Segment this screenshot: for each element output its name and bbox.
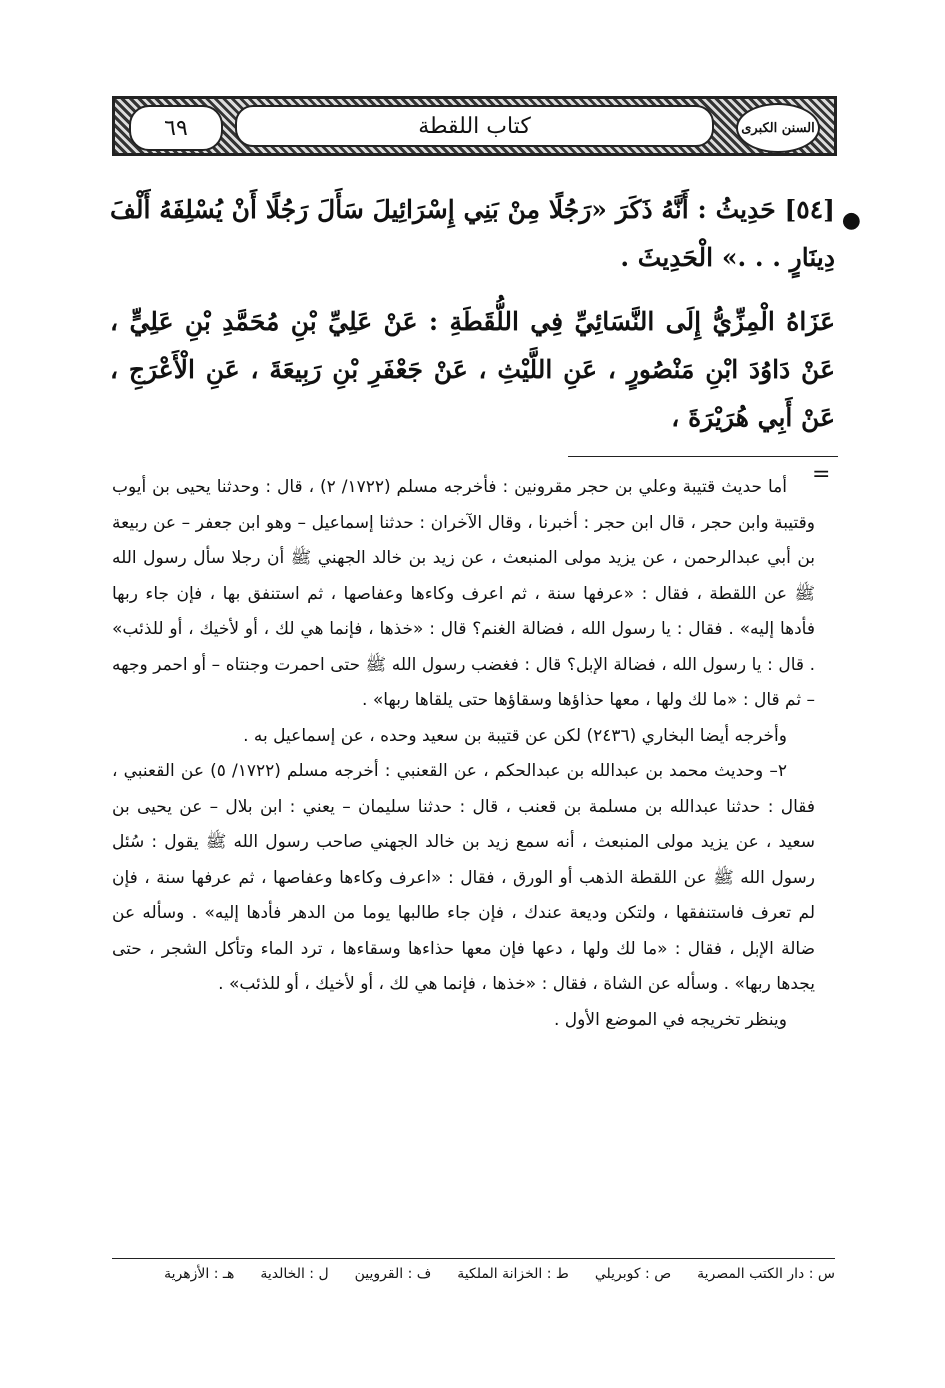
siglum: ل : الخالدية <box>260 1266 329 1282</box>
chapter-title: كتاب اللقطة <box>235 105 714 147</box>
footnotes <box>112 470 815 1038</box>
footnote-paragraph: أما حديث قتيبة وعلي بن حجر مقرونين : فأخرجه مسلم (١٧٢٢/ ٢) ، قال : وحدثنا يحيى بن أيوب وقتيبة وابن حجر ، قال ابن حجر : أخبرنا ، وقال الآخران : حدثنا إسماعيل – وهو ابن جعفر – عن ربيعة بن أبي عبدالرحمن ، عن يزيد مولى المنبعث ، عن زيد بن خالد الجهني ﷺ أن رجلا سأل رسول الله ﷺ عن اللقطة ، فقال : «عرفها سنة ، ثم اعرف وكاءها وعفاصها ، ثم استنفق بها ، فإن جاء ربها فأدها إليه» . فقال : يا رسول الله ، فضالة الغنم؟ قال : «خذها ، فإنما هي لك ، أو لأخيك ، أو للذئب» . قال : يا رسول الله ، فضالة الإبل؟ قال : فغضب رسول الله ﷺ حتى احمرت وجنتاه – أو احمر وجهه – ثم قال : «ما لك ولها ، معها حذاؤها وسقاؤها حتى يلقاها ربها» . <box>112 477 815 710</box>
page-header <box>112 96 837 156</box>
footer-divider <box>112 1258 835 1259</box>
siglum: ص : كوبريلي <box>594 1266 672 1282</box>
siglum: هـ : الأزهرية <box>164 1266 235 1282</box>
book-logo: السنن الكبرى <box>736 103 820 153</box>
footnote-paragraph: وينظر تخريجه في الموضع الأول . <box>554 1009 787 1030</box>
page-number: ٦٩ <box>129 105 223 151</box>
footnote-paragraph: ٢– وحديث محمد بن عبدالله بن عبدالحكم ، عن القعنبي : أخرجه مسلم (١٧٢٢/ ٥) عن القعنبي ، فقال : حدثنا عبدالله بن مسلمة بن قعنب ، قال : حدثنا سليمان – يعني : ابن بلال – عن يحيى بن سعيد ، عن يزيد مولى المنبعث ، أنه سمع زيد بن خالد الجهني صاحب رسول الله ﷺ يقول : سُئل رسول الله ﷺ عن اللقطة الذهب أو الورق ، فقال : «اعرف وكاءها وعفاصها ، ثم عرفها سنة ، فإن لم تعرف فاستنفقها ، ولتكن وديعة عندك ، فإن جاء طالبها يوما من الدهر فأدها إليه» . وسأله عن ضالة الإبل ، فقال : «ما لك ولها ، دعها فإن معها حذاءها وسقاءها ، ترد الماء وتأكل الشجر ، حتى يجدها ربها» . وسأله عن الشاة ، فقال : «خذها ، فإنما هي لك ، أو لأخيك ، أو للذئب» . <box>112 761 815 994</box>
continuation-mark: = <box>812 462 831 487</box>
footnote-paragraph: وأخرجه أيضا البخاري (٢٤٣٦) لكن عن قتيبة بن سعيد وحده ، عن إسماعيل به . <box>243 725 787 746</box>
bullet-icon: ● <box>841 207 861 233</box>
siglum: ف : القرويين <box>354 1266 432 1282</box>
siglum: ط : الخزانة الملكية <box>457 1266 569 1282</box>
main-text <box>110 186 861 442</box>
manuscript-sigla <box>112 1266 835 1282</box>
hadith-line: [٥٤] حَدِيثُ : أَنَّهُ ذَكَرَ «رَجُلًا مِنْ بَنِي إِسْرَائِيلَ سَأَلَ رَجُلًا أَنْ يُسْلِفَهُ أَلْفَ دِينَارٍ . . .» الْحَدِيثَ . <box>110 195 835 272</box>
footnote-divider <box>568 456 838 457</box>
attribution: عَزَاهُ الْمِزِّيُّ إِلَى النَّسَائِيِّ فِي اللُّقَطَةِ : عَنْ عَلِيِّ بْنِ مُحَمَّدِ بْنِ عَلِيٍّ ، عَنْ دَاوُدَ ابْنِ مَنْصُورٍ ، عَنِ اللَّيْثِ ، عَنْ جَعْفَرِ بْنِ رَبِيعَةَ ، عَنِ الْأَعْرَجِ ، عَنْ أَبِي هُرَيْرَةَ ، <box>110 307 835 432</box>
siglum: س : دار الكتب المصرية <box>697 1266 835 1282</box>
